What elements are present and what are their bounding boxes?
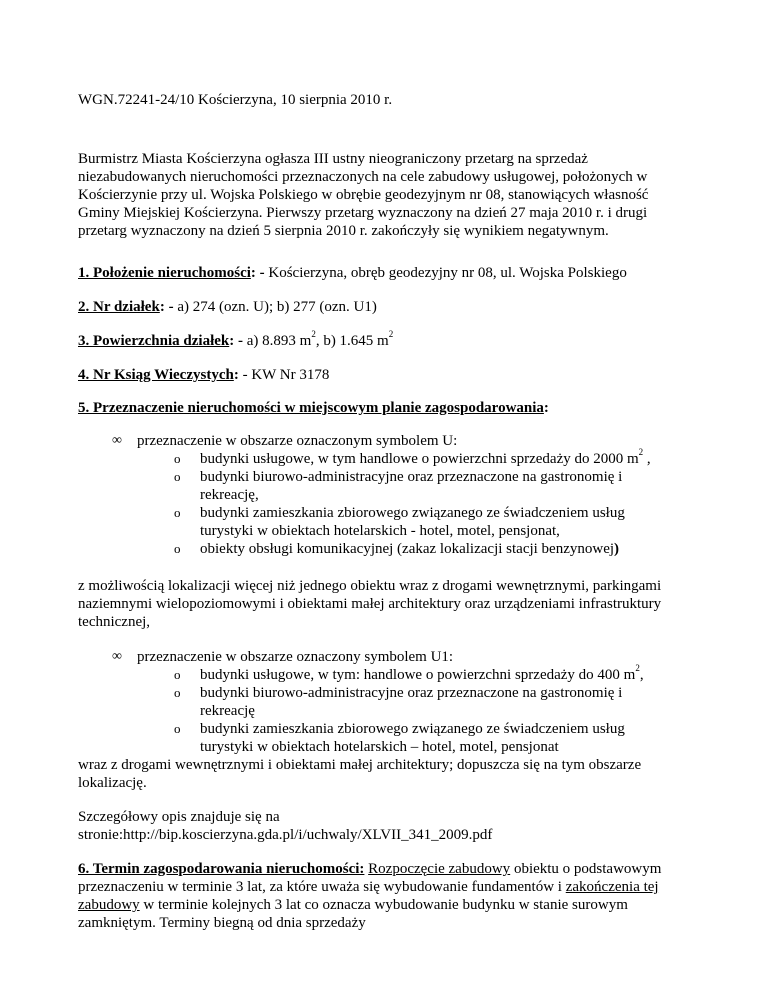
bullet-marker: ∞ bbox=[112, 649, 122, 664]
section-plots bbox=[78, 298, 688, 316]
heading-dash: - bbox=[234, 333, 247, 349]
sub-bullet-marker: o bbox=[174, 541, 181, 556]
sub-list-item bbox=[200, 447, 690, 468]
area-a: a) 8.893 m bbox=[246, 333, 312, 349]
item-text-end: ) bbox=[614, 541, 620, 557]
section-area bbox=[78, 329, 688, 350]
item-text-end: , bbox=[639, 667, 644, 683]
sub-list-item: budynki zamieszkania zbiorowego związanego ze świadczeniem usług turystyki w obiektach hotelarskich - hotel, motel, pensjonat, bbox=[200, 505, 625, 539]
heading-colon: : bbox=[229, 333, 235, 349]
intro-paragraph: Burmistrz Miasta Kościerzyna ogłasza III ustny nieograniczony przetarg na sprzedaż niezabudowanych nieruchomości przeznaczonych na cele zabudowy usługowej, położonych w Kościerzynie przy ul. Wojska Polskiego w obrębie geodezyjnym nr 08, stanowiących własność Gminy Miejskiej Kościerzyna. Pierwszy przetarg wyznaczony na dzień 27 maja 2010 r. i drugi przetarg wyznaczony na dzień 5 sierpnia 2010 r. zakończyły się wynikiem negatywnym. bbox=[78, 151, 649, 239]
section-land-registry bbox=[78, 366, 688, 384]
section-text: - KW Nr 3178 bbox=[238, 367, 330, 383]
document-reference: WGN.72241-24/10 Kościerzyna, 10 sierpnia 2010 r. bbox=[78, 92, 393, 108]
underlined-term: Rozpoczęcie zabudowy bbox=[368, 861, 511, 877]
heading-colon: : bbox=[233, 367, 239, 383]
section-text: obiektu o podstawowym przeznaczeniu w terminie 3 lat, za które uważa się wybudowanie fundamentów i bbox=[78, 861, 662, 895]
section-heading: 6. Termin zagospodarowania nieruchomości: bbox=[78, 861, 365, 877]
sub-bullet-marker: o bbox=[174, 685, 181, 700]
section-heading: 3. Powierzchnia działek bbox=[78, 333, 230, 349]
section-heading: 1. Położenie nieruchomości bbox=[78, 265, 251, 281]
item-text: budynki usługowe, w tym handlowe o powierzchni sprzedaży do 2000 m bbox=[200, 451, 639, 467]
heading-colon: : bbox=[543, 400, 549, 416]
section-heading: 5. Przeznaczenie nieruchomości w miejscowym planie zagospodarowania bbox=[78, 400, 544, 416]
sub-list-item bbox=[200, 540, 680, 558]
purpose-between-paragraph: z możliwością lokalizacji więcej niż jednego obiektu wraz z drogami wewnętrznymi, parkingami naziemnymi wielopoziomowymi i obiektami małej architektury oraz urządzeniami infrastruktury technicznej, bbox=[78, 578, 662, 630]
section-heading: 4. Nr Ksiąg Wieczystych bbox=[78, 367, 234, 383]
section-development-deadline bbox=[78, 860, 688, 932]
sub-bullet-marker: o bbox=[174, 721, 181, 736]
bullet-marker: ∞ bbox=[112, 433, 122, 448]
details-paragraph: Szczegółowy opis znajduje się na stronie:http://bip.koscierzyna.gda.pl/i/uchwaly/XLVII_341_2009.pdf bbox=[78, 809, 493, 843]
heading-dash: - bbox=[164, 299, 178, 315]
list-item: przeznaczenie w obszarze oznaczonym symbolem U: bbox=[137, 433, 458, 449]
sub-bullet-marker: o bbox=[174, 469, 181, 484]
section-heading: 2. Nr działek bbox=[78, 299, 160, 315]
superscript: 2 bbox=[388, 329, 394, 339]
sub-list-item: budynki biurowo-administracyjne oraz przeznaczone na gastronomię i rekreację bbox=[200, 685, 623, 719]
area-b: , b) 1.645 m bbox=[315, 333, 389, 349]
heading-colon: : bbox=[250, 265, 256, 281]
sub-list-item bbox=[200, 663, 690, 684]
section-location bbox=[78, 264, 688, 282]
item-text: budynki usługowe, w tym: handlowe o powierzchni sprzedaży do 400 m bbox=[200, 667, 636, 683]
heading-dash: - bbox=[255, 265, 269, 281]
section-text: Kościerzyna, obręb geodezyjny nr 08, ul. Wojska Polskiego bbox=[268, 265, 627, 281]
superscript: 2 bbox=[638, 447, 644, 457]
sub-list-item: budynki zamieszkania zbiorowego związanego ze świadczeniem usług turystyki w obiektach hotelarskich – hotel, motel, pensjonat bbox=[200, 721, 625, 755]
section-purpose-heading bbox=[78, 399, 688, 417]
section-text: w terminie kolejnych 3 lat co oznacza wybudowanie budynku w stanie surowym zamkniętym. Terminy biegną od dnia sprzedaży bbox=[78, 897, 628, 931]
superscript: 2 bbox=[635, 663, 640, 673]
sub-list-item: budynki biurowo-administracyjne oraz przeznaczone na gastronomię i rekreację, bbox=[200, 469, 623, 503]
purpose-after-paragraph: wraz z drogami wewnętrznymi i obiektami małej architektury; dopuszcza się na tym obszarze lokalizację. bbox=[78, 757, 642, 791]
list-item: przeznaczenie w obszarze oznaczony symbolem U1: bbox=[137, 649, 454, 665]
section-text: a) 274 (ozn. U); b) 277 (ozn. U1) bbox=[177, 299, 377, 315]
item-text-end: , bbox=[643, 451, 651, 467]
item-text: obiekty obsługi komunikacyjnej (zakaz lokalizacji stacji benzynowej bbox=[200, 541, 615, 557]
heading-colon: : bbox=[159, 299, 165, 315]
underlined-term: zakończenia tej zabudowy bbox=[78, 879, 659, 913]
superscript: 2 bbox=[311, 329, 316, 339]
sub-bullet-marker: o bbox=[174, 451, 181, 466]
sub-bullet-marker: o bbox=[174, 505, 181, 520]
sub-bullet-marker: o bbox=[174, 667, 181, 682]
